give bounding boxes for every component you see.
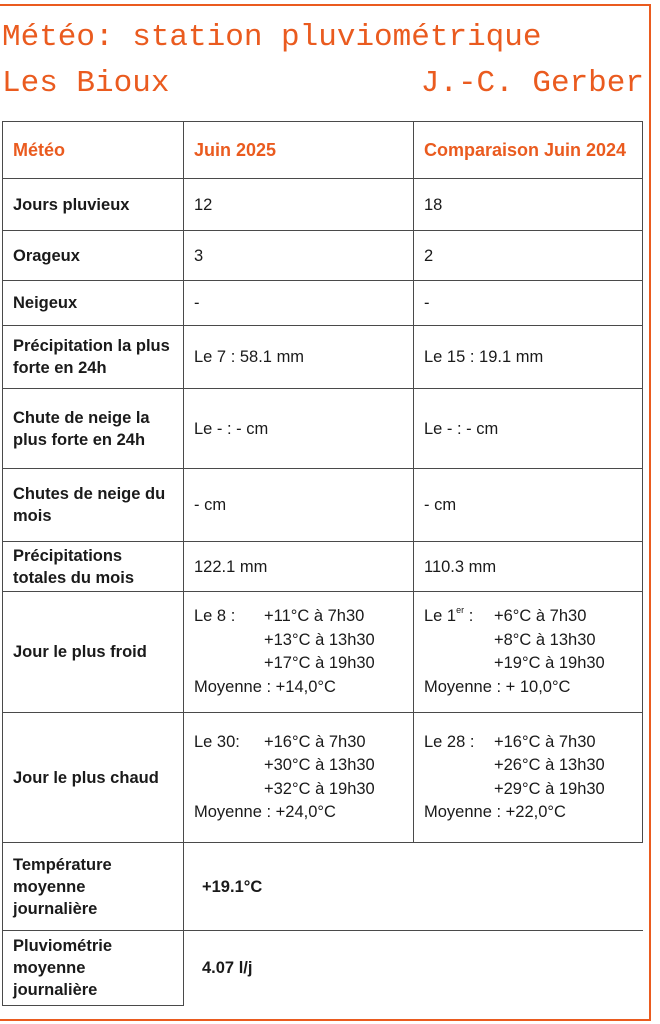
table-row (3, 326, 643, 389)
temp-midday: +8°C à 13h30 (494, 630, 596, 649)
temperature-detail (424, 605, 632, 699)
cell-june-2024: 110.3 mm (414, 542, 643, 592)
temp-midday: +30°C à 13h30 (264, 756, 375, 774)
row-label: Jour le plus chaud (3, 713, 184, 843)
temp-morning: +6°C à 7h30 (494, 607, 587, 625)
temp-midday: +13°C à 13h30 (264, 630, 375, 649)
row-label: Jours pluvieux (3, 179, 184, 231)
table-row (3, 469, 643, 542)
summary-value: +19.1°C (184, 843, 643, 931)
summary-label: Pluviométrie moyenne journalière (3, 931, 184, 1006)
temperature-detail (424, 731, 632, 825)
temp-evening: +29°C à 19h30 (494, 779, 605, 798)
temperature-detail (194, 605, 403, 699)
cell-june-2024: - cm (414, 469, 643, 542)
day-label: Le 28 : (424, 732, 475, 751)
weather-table (2, 121, 643, 1006)
cell-june-2025: - (184, 281, 414, 326)
row-label: Précipitation la plus forte en 24h (3, 326, 184, 389)
table-row-coldest-day (3, 592, 643, 713)
page-title: Météo: station pluviométrique (2, 20, 542, 55)
table-header-row (3, 122, 643, 179)
temp-morning: +16°C à 7h30 (264, 732, 366, 751)
row-label: Chute de neige la plus forte en 24h (3, 389, 184, 469)
header-meteo: Météo (3, 122, 184, 179)
cell-june-2024: Le 15 : 19.1 mm (414, 326, 643, 389)
cell-june-2025 (184, 713, 414, 843)
cell-june-2024: 2 (414, 231, 643, 281)
temp-evening: +17°C à 19h30 (264, 654, 375, 672)
temperature-detail (194, 731, 403, 825)
day-label: Le 30: (194, 732, 240, 751)
temp-morning: +11°C à 7h30 (264, 607, 365, 625)
summary-value: 4.07 l/j (184, 931, 643, 1006)
temp-evening: +19°C à 19h30 (494, 654, 605, 672)
table-row-hottest-day (3, 713, 643, 843)
table-row (3, 389, 643, 469)
row-label: Précipitations totales du mois (3, 542, 184, 592)
cell-june-2025: Le - : - cm (184, 389, 414, 469)
table-row (3, 231, 643, 281)
cell-june-2025: - cm (184, 469, 414, 542)
table-row (3, 281, 643, 326)
cell-june-2025: Le 7 : 58.1 mm (184, 326, 414, 389)
station-location: Les Bioux (2, 66, 170, 101)
row-label: Neigeux (3, 281, 184, 326)
temp-midday: +26°C à 13h30 (494, 756, 605, 774)
summary-label: Température moyenne journalière (3, 843, 184, 931)
temp-average: Moyenne : + 10,0°C (424, 677, 571, 696)
cell-june-2024: - (414, 281, 643, 326)
table-row (3, 542, 643, 592)
row-label: Orageux (3, 231, 184, 281)
temp-average: Moyenne : +14,0°C (194, 677, 336, 696)
bottom-border-line (0, 1019, 651, 1021)
summary-row-rainfall (3, 931, 643, 1006)
cell-june-2024 (414, 592, 643, 713)
cell-june-2025: 12 (184, 179, 414, 231)
temp-average: Moyenne : +22,0°C (424, 803, 566, 821)
cell-june-2024 (414, 713, 643, 843)
right-border-line (649, 4, 651, 1021)
table-row (3, 179, 643, 231)
temp-evening: +32°C à 19h30 (264, 779, 375, 798)
day-label: Le 8 : (194, 607, 236, 625)
cell-june-2024: 18 (414, 179, 643, 231)
author-name: J.-C. Gerber (420, 66, 644, 101)
cell-june-2025: 3 (184, 231, 414, 281)
cell-june-2025 (184, 592, 414, 713)
cell-june-2025: 122.1 mm (184, 542, 414, 592)
day-label: Le 1er : (424, 605, 474, 625)
temp-average: Moyenne : +24,0°C (194, 803, 336, 821)
row-label: Jour le plus froid (3, 592, 184, 713)
header-june-2025: Juin 2025 (184, 122, 414, 179)
summary-row-temperature (3, 843, 643, 931)
cell-june-2024: Le - : - cm (414, 389, 643, 469)
row-label: Chutes de neige du mois (3, 469, 184, 542)
top-border-line (0, 4, 650, 6)
header-june-2024: Comparaison Juin 2024 (414, 122, 643, 179)
temp-morning: +16°C à 7h30 (494, 732, 596, 751)
